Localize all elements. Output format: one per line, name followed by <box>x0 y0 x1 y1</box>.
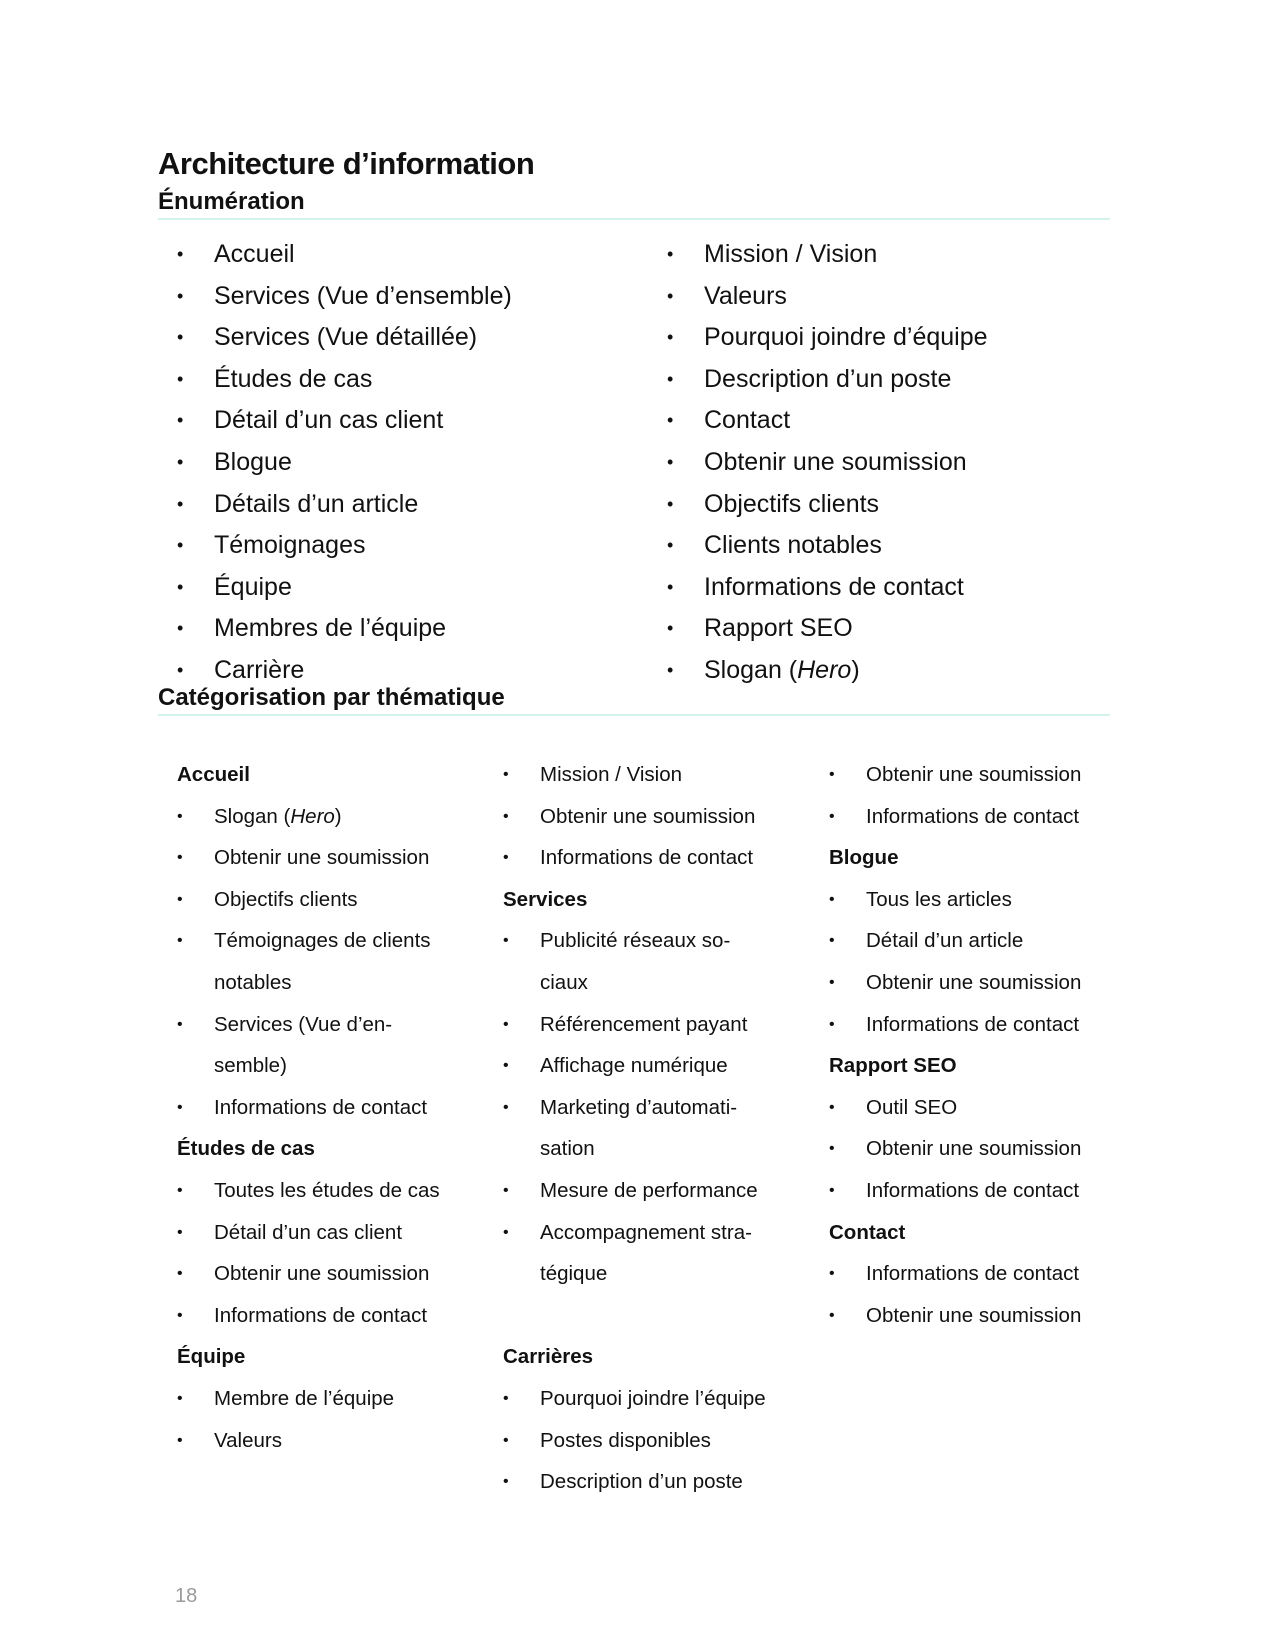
list-item: • Informations de contact <box>829 1004 1129 1046</box>
slogan-prefix: Slogan ( <box>704 655 798 684</box>
group-title-carrieres: Carrières <box>503 1345 594 1369</box>
list-item: • Référencement payant <box>503 1004 803 1046</box>
list-item: • Objectifs clients <box>177 879 477 921</box>
group-title-blogue: Blogue <box>829 846 899 870</box>
slogan-suffix: ) <box>334 804 342 828</box>
list-item: • Objectifs clients <box>667 484 988 526</box>
slogan-prefix: Slogan ( <box>214 804 291 828</box>
list-item: • Marketing d’automati- <box>503 1087 803 1129</box>
group-title-accueil: Accueil <box>177 763 250 786</box>
group-title-etudes-de-cas: Études de cas <box>177 1137 315 1161</box>
enumeration-heading: Énumération <box>158 188 305 215</box>
list-item: • Services (Vue d’en- <box>177 1004 477 1046</box>
list-item: • Obtenir une soumission <box>177 1253 477 1295</box>
list-item: • Informations de contact <box>177 1295 477 1337</box>
list-item: • Membres de l’équipe <box>177 608 512 650</box>
list-item: • Valeurs <box>177 1420 477 1462</box>
list-item: • Études de cas <box>177 359 512 401</box>
list-item: • Clients notables <box>667 525 988 567</box>
list-item: • Détail d’un article <box>829 920 1129 962</box>
list-item-continuation: tégique <box>540 1262 608 1286</box>
list-item: • Toutes les études de cas <box>177 1170 477 1212</box>
list-item: • Obtenir une soumission <box>177 837 477 879</box>
group-title-contact: Contact <box>829 1220 906 1244</box>
list-item: • Description d’un poste <box>503 1461 803 1503</box>
list-item: • Postes disponibles <box>503 1420 803 1462</box>
list-item: • Détail d’un cas client <box>177 400 512 442</box>
slogan-suffix: ) <box>851 655 860 684</box>
list-item: • Membre de l’équipe <box>177 1378 477 1420</box>
list-item: • Détail d’un cas client <box>177 1212 477 1254</box>
list-item: • Informations de contact <box>829 1253 1129 1295</box>
list-item: • Informations de contact <box>177 1087 477 1129</box>
list-item: • Équipe <box>177 567 512 609</box>
enumeration-divider <box>158 218 1110 220</box>
list-item: • Obtenir une soumission <box>503 796 803 838</box>
thematic-column-2 <box>503 754 803 1503</box>
list-item: • Tous les articles <box>829 879 1129 921</box>
thematic-column-3 <box>829 754 1129 1336</box>
enumeration-list-left <box>177 234 512 692</box>
list-item: • Contact <box>667 400 988 442</box>
page-number: 18 <box>175 1585 198 1607</box>
list-item: • Rapport SEO <box>667 608 988 650</box>
list-item: • Mission / Vision <box>667 234 988 276</box>
page-title: Architecture d’information <box>158 146 535 181</box>
list-item: • Informations de contact <box>829 1170 1129 1212</box>
list-item: • Mesure de performance <box>503 1170 803 1212</box>
list-item: • Informations de contact <box>503 837 803 879</box>
list-item: • Services (Vue détaillée) <box>177 317 512 359</box>
list-item: • Obtenir une soumission <box>829 754 1129 796</box>
list-item: • Accompagnement stra- <box>503 1212 803 1254</box>
group-title-equipe: Équipe <box>177 1345 246 1369</box>
slogan-emphasis: Hero <box>797 655 852 684</box>
list-item: • Blogue <box>177 442 512 484</box>
list-item: • Accueil <box>177 234 512 276</box>
list-item: • Témoignages <box>177 525 512 567</box>
slogan-emphasis: Hero <box>290 804 335 828</box>
list-item: • Pourquoi joindre l’équipe <box>503 1378 803 1420</box>
list-item: • Mission / Vision <box>503 754 803 796</box>
thematic-divider <box>158 714 1110 716</box>
list-item: • Informations de contact <box>829 796 1129 838</box>
list-item: • Obtenir une soumission <box>829 1128 1129 1170</box>
list-item-slogan <box>177 796 477 838</box>
thematic-column-1 <box>177 754 477 1461</box>
list-item: • Obtenir une soumission <box>667 442 988 484</box>
list-item: • Valeurs <box>667 276 988 318</box>
list-item: • Affichage numérique <box>503 1045 803 1087</box>
list-item: • Services (Vue d’ensemble) <box>177 276 512 318</box>
column-spacer <box>503 1295 803 1337</box>
list-item: • Obtenir une soumission <box>829 1295 1129 1337</box>
list-item: • Description d’un poste <box>667 359 988 401</box>
list-item-slogan <box>667 650 988 692</box>
list-item-continuation: notables <box>214 970 292 994</box>
list-item: • Carrière <box>177 650 512 692</box>
list-item-continuation: ciaux <box>540 970 588 994</box>
list-item: • Détails d’un article <box>177 484 512 526</box>
enumeration-list-right <box>667 234 988 692</box>
list-item: • Publicité réseaux so- <box>503 920 803 962</box>
thematic-heading: Catégorisation par thématique <box>158 684 505 711</box>
list-item-continuation: sation <box>540 1137 595 1161</box>
list-item: • Témoignages de clients <box>177 920 477 962</box>
list-item: • Informations de contact <box>667 567 988 609</box>
group-title-services: Services <box>503 887 588 911</box>
list-item-continuation: semble) <box>214 1054 287 1078</box>
list-item: • Pourquoi joindre d’équipe <box>667 317 988 359</box>
list-item: • Outil SEO <box>829 1087 1129 1129</box>
group-title-rapport-seo: Rapport SEO <box>829 1054 957 1078</box>
list-item: • Obtenir une soumission <box>829 962 1129 1004</box>
